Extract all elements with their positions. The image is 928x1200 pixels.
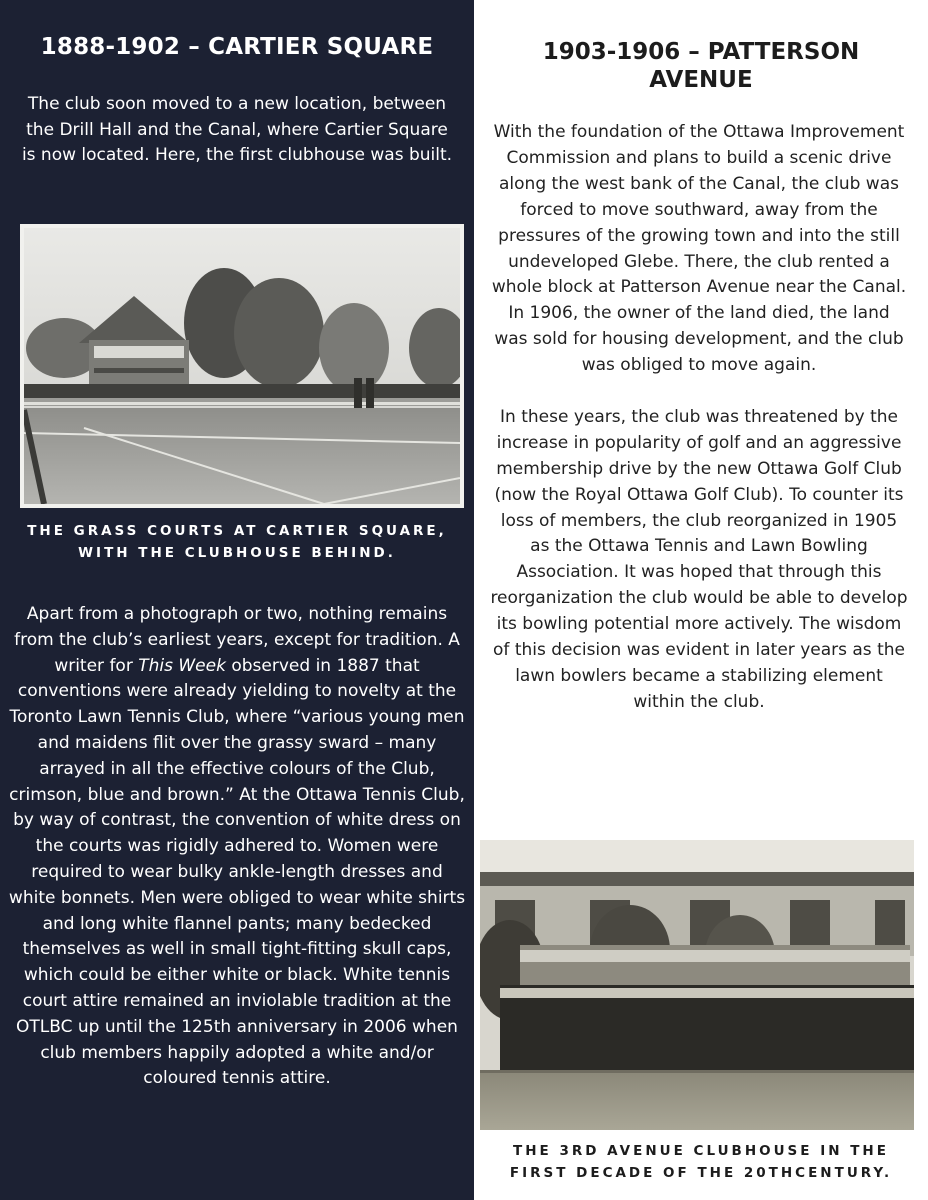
right-paragraph-2: In these years, the club was threatened by the increase in popularity of golf and an aggressive membership drive by the new Ottawa Golf Club (now the Royal Ottawa Golf Club). To counter its loss of members, the club reorganized in 1905 as the Ottawa Tennis and Lawn Bowling Association. It was hoped that through this reorganization the club would be able to develop its bowling potential more actively. The wisdom of this decision was evident in later years as the lawn bowlers became a stabilizing element within the club. bbox=[490, 406, 908, 712]
publication-title: This Week bbox=[138, 655, 226, 676]
left-intro-paragraph: The club soon moved to a new location, between the Drill Hall and the Canal, where Cartier Square is now located. Here, the first clubhouse was built. bbox=[21, 94, 453, 165]
right-photo-caption bbox=[474, 1140, 928, 1184]
left-body-paragraph bbox=[6, 602, 468, 1092]
right-photo-caption-line2: FIRST DECADE OF THE 20THCENTURY. bbox=[509, 1165, 893, 1181]
left-body-text-2: observed in 1887 that conventions were already yielding to novelty at the Toronto Lawn Tennis Club, where “various young men and maidens flit over the grassy sward – many arrayed in all the effective colours of the Club, crimson, blue and brown.” At the Ottawa Tennis Club, by way of contrast, the convention of white dress on the courts was rigidly adhered to. Women were required to wear bulky ankle-length dresses and white bonnets. Men were obliged to wear white shirts and long white flannel pants; many bedecked themselves as well in small tight-fitting skull caps, which could be either white or black. White tennis court attire remained an inviolable tradition at the OTLBC up until the 125th anniversary in 2006 when club members happily adopted a white and/or coloured tennis attire. bbox=[8, 655, 466, 1089]
left-photo-caption-line1: THE GRASS COURTS AT CARTIER SQUARE, bbox=[27, 523, 447, 539]
cartier-square-photo bbox=[20, 224, 464, 508]
clubhouse-group-photo-image bbox=[480, 840, 914, 1130]
left-body-text-1: Apart from a photograph or two, nothing remains from the club’s earliest years, except for tradition. A writer for bbox=[14, 604, 460, 676]
left-photo-caption bbox=[0, 520, 474, 564]
cartier-square-photo-image bbox=[24, 228, 460, 504]
clubhouse-group-photo bbox=[480, 840, 914, 1130]
right-paragraph-1: With the foundation of the Ottawa Improvement Commission and plans to build a scenic drive along the west bank of the Canal, the club was forced to move southward, away from the pressures of the growing town and into the still undeveloped Glebe. There, the club rented a whole block at Patterson Avenue near the Canal. In 1906, the owner of the land died, the land was sold for housing development, and the club was obliged to move again. bbox=[491, 122, 907, 376]
right-body bbox=[490, 120, 908, 716]
right-section-title bbox=[474, 38, 928, 94]
left-section-title: 1888-1902 – CARTIER SQUARE bbox=[40, 34, 434, 60]
right-title-line1: 1903-1906 – PATTERSON bbox=[542, 39, 860, 65]
right-photo-caption-line1: THE 3RD AVENUE CLUBHOUSE IN THE bbox=[513, 1143, 889, 1159]
left-photo-caption-line2: WITH THE CLUBHOUSE BEHIND. bbox=[78, 545, 396, 561]
right-title-line2: AVENUE bbox=[649, 67, 753, 93]
